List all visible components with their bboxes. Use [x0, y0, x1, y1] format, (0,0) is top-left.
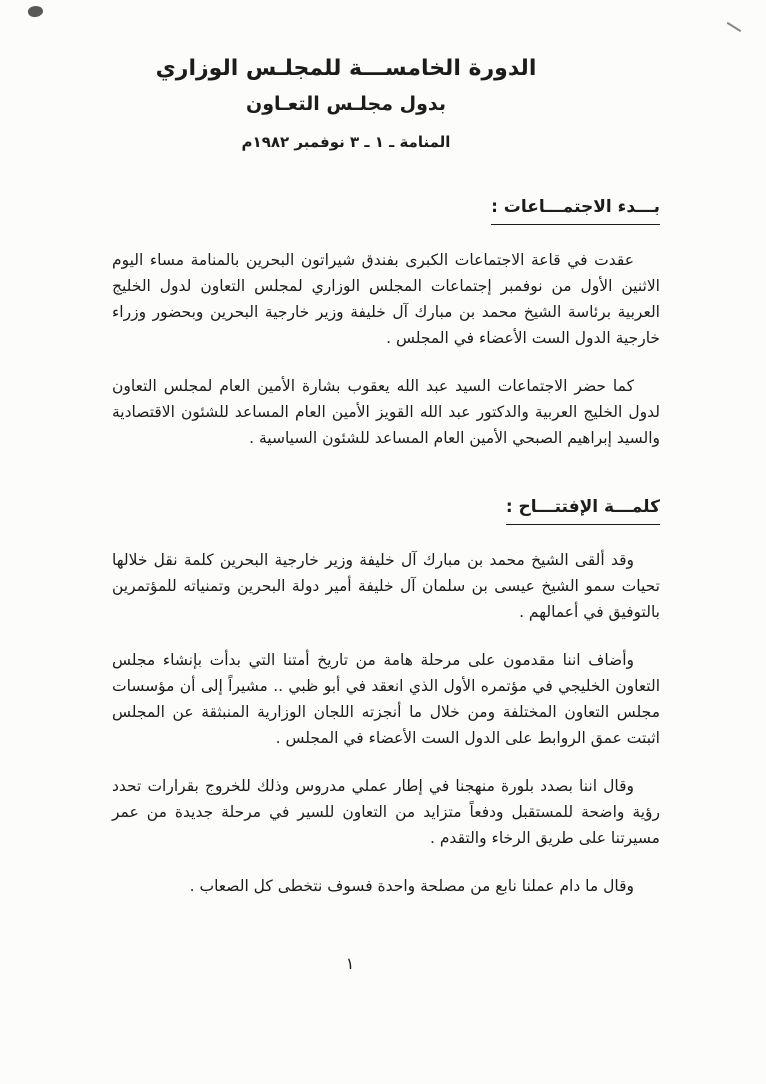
section-heading-text: بـــدء الاجتمـــاعات :	[491, 197, 660, 225]
section-meetings-start	[112, 197, 660, 451]
section-heading-text: كلمـــة الإفتتـــاح :	[506, 497, 660, 525]
document-title-block	[72, 0, 620, 151]
document-content	[112, 0, 660, 899]
paragraph-speech-history: وأضاف اننا مقدمون على مرحلة هامة من تاريخ أمتنا التي بدأت بإنشاء مجلس التعاون الخليجي في مؤتمره الأول الذي انعقد في أبو ظبي .. مشيراً إلى أن مؤسسات مجلس التعاون المختلفة ومن خلال ما أنجزته اللجان الوزارية المنبثقة عن المجلس اثبتت عمق الروابط على الدول الست الأعضاء في المجلس .	[112, 651, 660, 747]
paragraph-speech-greetings: وقد ألقى الشيخ محمد بن مبارك آل خليفة وزير خارجية البحرين كلمة نقل خلالها تحيات سمو الشيخ عيسى بن سلمان آل خليفة أمير دولة البحرين وتمنياته للمؤتمرين بالتوفيق في أعمالهم .	[112, 551, 660, 621]
document-date-line: المنامة ـ ١ ـ ٣ نوفمبر ١٩٨٢م	[241, 133, 451, 151]
scan-artifact-top-left	[27, 5, 44, 19]
paragraph-meeting-venue: عقدت في قاعة الاجتماعات الكبرى بفندق شيراتون البحرين بالمنامة مساء اليوم الاثنين الأول من نوفمبر إجتماعات المجلس الوزاري لمجلس التعاون لدول الخليج العربية برئاسة الشيخ محمد بن مبارك آل خليفة وزير خارجية البحرين وبحضور وزراء خارجية الدول الست الأعضاء في المجلس .	[112, 251, 660, 347]
section-opening-speech	[112, 497, 660, 899]
document-title-line-1: الدورة الخامســـة للمجلـس الوزاري	[155, 56, 537, 81]
scan-artifact-top-right	[727, 22, 742, 32]
paragraph-speech-closing: وقال ما دام عملنا نابع من مصلحة واحدة فسوف نتخطى كل الصعاب .	[189, 877, 634, 895]
paragraph-speech-vision: وقال اننا بصدد بلورة منهجنا في إطار عملي مدروس وذلك للخروج بقرارات تحدد رؤية واضحة للمستقبل ودفعاً متزايد من التعاون للسير في مرحلة جديدة من عمر مسيرتنا على طريق الرخاء والتقدم .	[112, 777, 660, 847]
paragraph-attendees: كما حضر الاجتماعات السيد عبد الله يعقوب بشارة الأمين العام لمجلس التعاون لدول الخليج العربية والدكتور عبد الله القويز الأمين العام المساعد للشئون الاقتصادية والسيد إبراهيم الصبحي الأمين العام المساعد للشئون السياسية .	[112, 377, 660, 447]
page-number: ١	[345, 954, 355, 973]
section-heading-opening-speech	[112, 497, 660, 525]
document-title-line-2: بدول مجلـس التعـاون	[246, 93, 446, 115]
section-heading-meetings-start	[112, 197, 660, 225]
